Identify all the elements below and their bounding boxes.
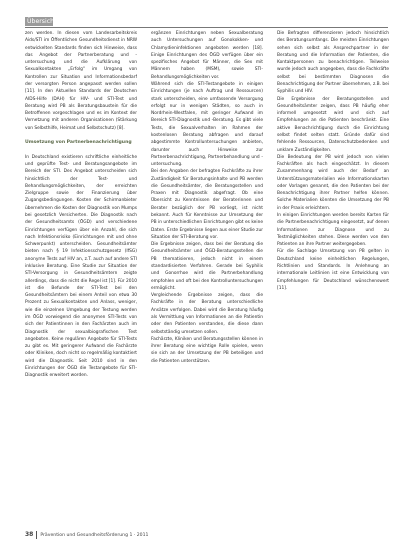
section-tag-label: Übersicht — [27, 18, 57, 25]
header-rule — [25, 27, 388, 28]
paragraph: In einigen Einrichtungen werden bereits Karten für die Partnerbenachrichtigung eingesetzt, auf denen Informationen zur Diagnose und zu Testmöglichkeiten stehen. Diese werden von den Patienten an ihre Partner weitergegeben. — [277, 213, 389, 248]
paragraph: Die Ergebnisse zeigen, dass bei der Beratung die Gesundheitsämter und ÖGD-Beratungsstellen die PB thematisieren, jedoch nicht in einem standardisierten Verfahren. Gerade bei Syphilis und Gonorrhoe wird die Partnerbehandlung empfohlen und oft bei den Kontrolluntersuchungen ermöglicht. — [151, 242, 263, 291]
journal-name: Prävention und Gesundheitsförderung 1 · 2011 — [40, 533, 149, 538]
paragraph: Bei den Angaben der befragten Fachkräfte zu ihrer Zuständigkeit für Beratungsinhalte und PB werden die Gesundheitsämter, die Beratungsstellen und Praxen mit Diagnostik abgefragt. Ob eine Übersicht zu Kenntnissen der Beraterinnen und Berater bezüglich der PB vorliegt, ist nicht bekannt. Auch für Kenntnisse zur Umsetzung der PB in unterschiedlichen Einrichtungen gibt es keine Daten. Erste Ergebnisse liegen aus einer Studie zur Situation der STI-Beratung vor. — [151, 169, 263, 240]
paragraph: zen werden. In diesen vom Landesarbeitskreis Aids/STI im Öffentlichen Gesundheitsdienst in NRW entwickelten Standards finden sich Hinweise, dass das Angebot der Partnerberatung und -untersuchung und die Aufklärung von Sexualkontakten „Erfolg“ im Umgang von Kontrollen zur Situation und Informationsbedarf der versorgten Person angepasst werden sollen [11]. In den Aktuellen Standards der Deutschen AIDS-Hilfe (DAH) für HIV- und STI-Test und Beratung wird PB als Beratungsbaustein für die Betroffenen vorgeschlagen und es im Kontext der Vernetzung mit anderen Organisationen (Stärkung von Selbsthilfe, Heimat und Selbstschutz) [8]. — [25, 31, 137, 131]
footer-divider — [36, 531, 37, 539]
page-footer — [25, 530, 389, 540]
article-body — [25, 30, 389, 527]
paragraph: Während sich die STI-Testangebote in einigen Einrichtungen (je nach Auftrag und Ressourcen) stark unterscheiden, eine umfassende Versorgung erfolgt nur in wenigen Städten, so auch in Nordrhein-Westfalen, mit geringer Aufwand im Bereich STI-Diagnostik und -Beratung. Es gibt viele Tests, die Sexualverhalten im Rahmen der kostenlosen Beratung abfragen und darauf abgestimmte Kontrolluntersuchungen anbieten, darunter auch Hinweise zur Partnerbenachrichtigung, Partnerbehandlung und -untersuchung. — [151, 81, 263, 168]
text-column-3 — [277, 30, 389, 527]
paragraph: Die Befragten differenzieren jedoch hinsichtlich des Beratungsumfangs. Die meisten Einrichtungen sehen sich selbst als Ansprechpartner in der Beratung und die Information der Patienten, die Kontaktpersonen zu benachrichtigen. Teilweise wurde jedoch auch angegeben, dass die Fachkräfte selbst bei bestimmten Diagnosen die Benachrichtigung der Partner übernehmen, z.B. bei Syphilis und HIV. — [277, 31, 389, 95]
section-tag — [25, 17, 57, 26]
paragraph: Fachärzte, Kliniken und Beratungsstellen können in ihrer Beratung eine wichtige Rolle spielen, wenn sie sich an der Umsetzung der PB beteiligen und die Patienten unterstützen. — [151, 336, 263, 364]
paragraph: In Deutschland existieren schriftliche einheitliche und geprüfte Test- und Beratungsangebote im Bereich der STI. Des Angebot unterscheiden sich hinsichtlich der Test- und Behandlungsmöglichkeiten, der erreichten Zielgruppe sowie der Finanzierung über Zugangsbedingungen. Kosten der Schirmanbieter übernehmen die Kosten der Diagnostik von Mumps bei gesetzlich Versicherten. Die Diagnostik nach der Gesundheitsamts (ÖGD) und verschiedene Einrichtungen verfügen über ein Anzahl, die sich nach Infektionsrisiko (Einrichtungen mit und ohne Schwerpunkt) unterscheiden. Gesundheitsämter bieten nach § 19 Infektionsschutzgesetz (IfSG) anonyme Tests auf HIV an, z.T. auch auf andere STI inklusive Beratung. Eine Studie zur Situation der STI-Versorgung in Gesundheitsämtern zeigte allerdings, dass die nicht die Regel ist [1]. Für 2010 ist die Befunde der STI-Test bei den Gesundheitsämtern bei einem Anteil von etwa 30 Prozent zu Sexualkontakten und Anlass, weniger, wie die einzelnen Umgebung der Testung werden im ÖGD vorwiegend die anonymen STI-Tests von sich der Patientinnen in den Fachärzten auch im Diagnostik der sexualbiografischen Test angeboten. Keine regulären Angebote für STI-Tests zu gibt es. Mit geringerer Aufwand die Fachärzte oder Kliniken, doch nicht so regelmäßig kontaktiert wird die Diagnostik. Seit 2010 sind in den Einrichtungen der ÖGD die Testangebote für STI-Diagnostik erweitert worden. — [25, 154, 137, 379]
paragraph: Die Bedeutung der PB wird jedoch von vielen Fachkräften als hoch eingeschätzt. In diesem Zusammenhang wird auch der Bedarf an Unterstützungsmaterialien wie Informationskarten oder Vorlagen genannt, die den Patienten bei der Benachrichtigung ihrer Partner helfen können. Solche Materialien könnten die Umsetzung der PB in der Praxis erleichtern. — [277, 154, 389, 211]
text-column-1 — [25, 30, 137, 527]
paragraph: Die Ergebnisse der Beratungsstellen und Gesundheitsämter zeigen, dass PB häufig eher informell umgesetzt wird und sich auf Empfehlungen an die Patienten beschränkt. Eine aktive Benachrichtigung durch die Einrichtung selbst findet selten statt. Gründe dafür sind fehlende Ressourcen, Datenschutzbedenken und unklare Zuständigkeiten. — [277, 96, 389, 153]
section-heading: Umsetzung von Partnerbenachrichtigung — [25, 140, 132, 146]
text-column-2 — [151, 30, 263, 527]
paragraph: ergänzen Einrichtungen neben Sexualberatung auch Untersuchungen auf Gonokokken- und Chlamydieninfektionen angeboten werden [18]. Einige Einrichtungen des ÖGD verfügen über ein spezifisches Angebot für Männer, die Sex mit Männern haben (MSM), sowie STI-Behandlungsmöglichkeiten vor. — [151, 31, 263, 80]
page-number: 38 — [25, 531, 34, 538]
paragraph: Vergleichende Ergebnisse zeigen, dass die Fachkräfte in der Beratung unterschiedliche Ansätze verfolgen. Dabei wird die Beratung häufig als Vermittlung von Informationen an die Patientin oder den Patienten verstanden, die diese dann selbstständig umsetzen sollen. — [151, 293, 263, 335]
paragraph: Für die Sachlage Umsetzung von PB gelten in Deutschland keine einheitlichen Regelungen, Richtlinien und Standards. In Anlehnung an internationale Leitlinien ist eine Entwicklung von Empfehlungen für Deutschland wünschenswert [11]. — [277, 249, 389, 291]
